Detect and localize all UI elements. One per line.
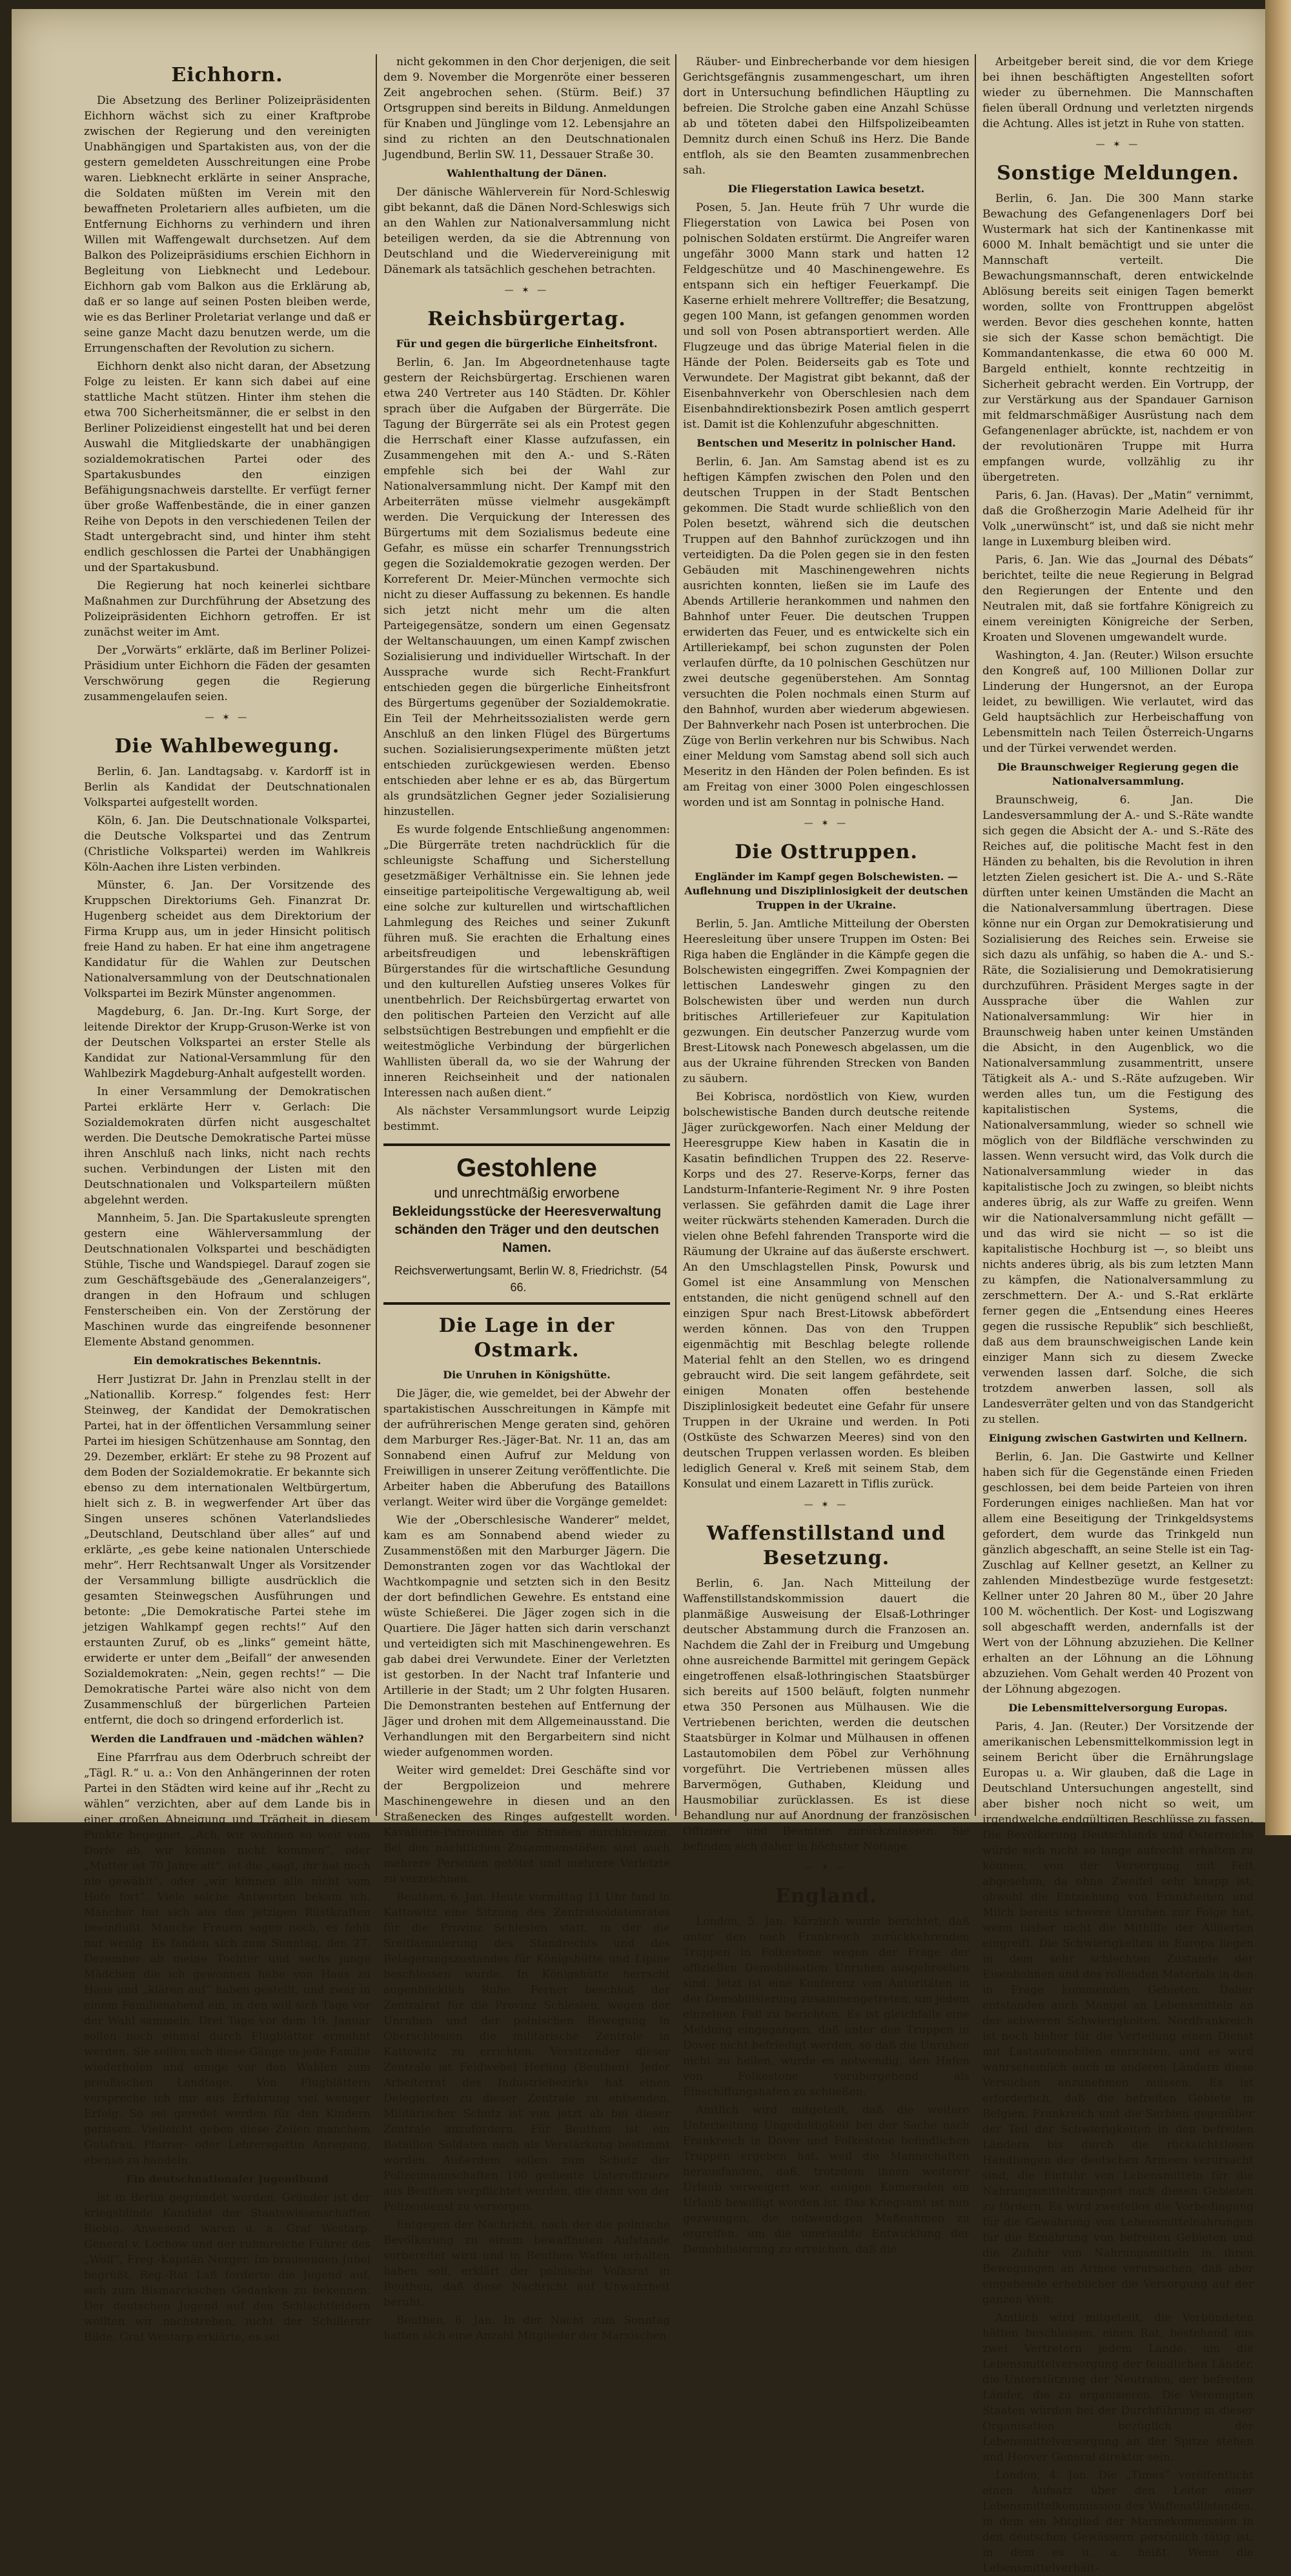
article-paragraph: Washington, 4. Jan. (Reuter.) Wilson ersuchte den Kongreß auf, 100 Millionen Dollar zur Linderung der Hungersnot, an der Europa leidet, zu bewilligen. Wie verlautet, wird das Geld hauptsächlich zur Herbeischaffung von Lebensmitteln nach Teilen Österreich-Ungarns und der Türkei verwendet werden. [982, 649, 1254, 755]
article-paragraph: Entgegen der Nachricht, nach der die polnische Bevölkerung zu einem bewaffneten Aufstande vorbereitet wird und in Beuthen Waffen erhalten haben soll, erklärt der polnische Volksrat in Beuthen, daß diese Nachricht auf Unwahrheit beruht. [383, 2219, 670, 2309]
article-paragraph: Berlin, 5. Jan. Amtliche Mitteilung der Obersten Heeresleitung über unsere Truppen im Osten: Bei Riga haben die Engländer in die Kämpfe gegen die Bolschewisten eingegriffen. Zwei Kompagnien der lettischen Landeswehr gingen zu den Bolschewisten über und werden nun durch britisches Artilleriefeuer zur Kapitulation gezwungen. Ein deutscher Panzerzug wurde vom Brest-Litowsk nach Ponewesch abgelassen, um die aus der Ukraine führenden Strecken von Banden zu säubern. [683, 918, 970, 1085]
separator: — ✶ — [804, 818, 849, 829]
article-paragraph: Es wurde folgende Entschließung angenommen: „Die Bürgerräte treten nachdrücklich für die schleunigste Schaffung und Sicherstellung gesetzmäßiger Verhältnisse ein. Sie lehnen jede einseitige parteipolitische Vergewaltigung ab, weil eine solche zur kulturellen und wirtschaftlichen Lahmlegung des Reiches und seiner Zukunft führen muß. Sie erachten die Erhaltung eines arbeitsfreudigen und lebenskräftigen Bürgerstandes für die wirtschaftliche Gesundung und den kulturellen Aufstieg unseres Volkes für unentbehrlich. Der Reichsbürgertag erwartet von den politischen Parteien den Verzicht auf alle selbstsüchtigen Bestrebungen und empfiehlt er die weitestmögliche Verbindung der bürgerlichen Wahllisten überall da, wo sie der Wahrung der inneren Reichseinheit und der nationalen Interessen nach außen dient.“ [383, 823, 670, 1100]
column-2 [383, 54, 670, 2342]
column-3 [683, 54, 970, 2256]
separator: — ✶ — [1095, 139, 1141, 150]
subheading: Die Unruhen in Königshütte. [443, 1369, 611, 1381]
separator: — ✶ — [504, 285, 549, 296]
article-paragraph: Räuber- und Einbrecherbande vor dem hiesigen Gerichtsgefängnis zusammengeschart, um ihren dort in Untersuchung befindlichen Häuptling zu befreien. Die Strolche gaben eine Anzahl Schüsse ab und töteten dabei den Hilfspolizeibeamten Demnitz durch einen Schuß ins Herz. Die Bande entfloh, als sie den Beamten zusammenbrechen sah. [683, 55, 970, 177]
article-paragraph: nicht gekommen in den Chor derjenigen, die seit dem 9. November die Morgenröte einer besseren Zeit angebrochen sehen. (Stürm. Beif.) 37 Ortsgruppen sind bereits in Bildung. Anmeldungen für Knaben und Jünglinge vom 12. Lebensjahre an sind zu richten an den Deutschnationalen Jugendbund, Berlin SW. 11, Dessauer Straße 30. [383, 55, 670, 161]
article-paragraph: Köln, 6. Jan. Die Deutschnationale Volkspartei, die Deutsche Volkspartei und das Zentrum (Christliche Volkspartei) werden im Wahlkreis Köln-Aachen ihre Listen verbinden. [84, 814, 371, 874]
article-paragraph: Berlin, 6. Jan. Nach Mitteilung der Waffenstillstandskommission dauert die planmäßige Ausweisung der Elsaß-Lothringer deutscher Abstammung durch die Franzosen an. Nachdem die Zahl der in Freiburg und Umgebung ohne ausreichende Barmittel mit geringem Gepäck eingetroffenen elsaß-lothringischen Staatsbürger sich bereits auf 1500 beläuft, folgten nunmehr etwa 350 Personen aus Mülhausen. Wie die Vertriebenen berichten, werden die deutschen Staatsbürger in Kolmar und Mülhausen in offenen Lastautomobilen dem Pöbel zur Verhöhnung vorgeführt. Die Vertriebenen müssen alles Barvermögen, Guthaben, Kleidung und Hausmobiliar zurücklassen. Es ist diese Behandlung nur auf Anordnung der französischen Offiziere und Beamten zurückzulassen. Sie befinden sich daher in höchster Notlage. [683, 1577, 970, 1853]
subheading: Werden die Landfrauen und -mädchen wählen? [90, 1733, 364, 1745]
article-paragraph: Arbeitgeber bereit sind, die vor dem Kriege bei ihnen beschäftigten Angestellten sofort wieder zu übernehmen. Die Mannschaften fielen überall Ordnung und verletzten nirgends die Achtung. Alles ist jetzt in Ruhe von statten. [982, 55, 1254, 130]
article-paragraph: Weiter wird gemeldet: Drei Geschäfte sind vor der Bergpolizeion und mehrere Maschinengewehre in diesen und an den Straßenecken des Ringes aufgestellt worden. Kavallerie-Patrouillen die Straßen durchkreuzen. Bei den nächtlichen Zusammenstößen sind auch mehrere Personen getötet und mehrere Verletzte zu verzeichnen. [383, 1764, 670, 1886]
article-paragraph: Amtlich wird mitgeteilt, die Verbündeten hätten beschlossen, einen Rat, bestehend aus zwei Vertretern jedem Lande, um die Lebensmittelversorgung der feindlichen Länder, die Unterstützung der Neutralen, der befreiten Länder, die zu organisieren. Die Vereinigten Staaten würden bei der Durchführung in dieser Organisation bezüglich der Lebensmittelversorgung an der Spitze stehen und Hoover General direktor sein. [982, 2311, 1254, 2464]
article-paragraph: Berlin, 6. Jan. Im Abgeordnetenhause tagte gestern der Reichsbürgertag. Erschienen waren etwa 240 Vertreter aus 140 Städten. Dr. Köhler sprach über die Aufgaben der Bürgerräte. Die Tagung der Bürgerräte sei als ein Protest gegen die Herrschaft einer Klasse aufzufassen, ein Zusammengehen mit den A.- und S.-Räten empfehle sich bei der Wahl zur Nationalversammlung nicht. Der Kampf mit den Arbeiterräten müsse vielmehr ausgekämpft werden. Die Verquickung der Interessen des Bürgertums mit dem Sozialismus bedeute eine Gefahr, es müsse ein scharfer Trennungsstrich gegen die Sozialdemokratie gezogen werden. Der Korreferent Dr. Meier-München vermochte sich nicht zu dieser Auffassung zu bekennen. Es handle sich jetzt nicht mehr um die alten Parteigegensätze, sondern um einen Gegensatz der Weltanschauungen, um einen Kampf zwischen Sozialisierung und individueller Wirtschaft. In der Aussprache wurde sich Recht-Frankfurt entschieden gegen die bürgerliche Einheitsfront des Bürgertums gegenüber der Sozialdemokratie. Ein Teil der Mehrheitssozialisten werde gern Anschluß an den linken Flügel des Bürgertums suchen. Sozialisierungsexperimente müßten jetzt entschieden zurückgewiesen werden. Ebenso entschieden aber lehne er es ab, das Bürgertum als grundsätzlichen Gegner jeder Sozialisierung hinzustellen. [383, 356, 670, 818]
article-paragraph: Berlin, 6. Jan. Landtagsabg. v. Kardorff ist in Berlin als Kandidat der Deutschnationalen Volkspartei aufgestellt worden. [84, 765, 371, 809]
page-edge [1265, 0, 1291, 1835]
article-paragraph: Braunschweig, 6. Jan. Die Landesversammlung der A.- und S.-Räte wandte sich gegen die Absicht der A.- und S.-Räte des Reiches auf, die politische Macht fest in den Händen zu behalten, bis die Revolution in ihren letzten Zielen gesichert ist. Die A.- und S.-Räte dürften unter keinen Umständen die Macht an die Nationalversammlung übertragen. Diese könne nur ein Organ zur Demokratisierung und Sozialisierung des Reiches sein. Erweise sie sich dazu als unfähig, so haben die A.- und S.-Räte, die Sozialisierung und Demokratisierung durchzuführen. Präsident Merges sagte in der Aussprache über die Wahlen zur Nationalversammlung: Wir hier in Braunschweig haben unter keinen Umständen die Absicht, in den Augenblick, wo die Nationalversammlung zusammentritt, unsere Tätigkeit als A.- und S.-Räte aufzugeben. Wir werden alles tun, um die Festigung des kapitalistischen Systems, die Nationalversammlung, wieder so schnell wie möglich von der Bildfläche verschwinden zu lassen. Wenn versucht wird, das Volk durch die Nationalversammlung wieder in das kapitalistische Joch zu zwingen, so bleibt nichts anderes übrig, als zur Waffe zu greifen. Wenn wir die Nationalversammlung nicht gefällt — und das wird sie nicht — so ist die kapitalistische Hochburg ist —, so bleibt uns nichts anderes übrig, als bis zum letzten Mann zu kämpfen, die Nationalversammlung zu zerschmettern. Der A.- und S.-Rat erklärte ferner gegen die „Entsendung eines Heeres gegen die russische Republik“ sich beschließt, daß aus dem braunschweigischen Lande kein einziger Mann sich zu diesem Zwecke verwenden lassen darf. Solche, die sich trotzdem anwerben lassen, soll als Landesverräter gelten und von das Standgericht zu stellen. [982, 794, 1254, 1426]
article-paragraph: In einer Versammlung der Demokratischen Partei erklärte Herr v. Gerlach: Die Sozialdemokraten dürfen nicht ausgeschaltet werden. Die Deutsche Demokratische Partei müsse ihren Anschluß nach links, nicht nach rechts suchen. Verbindungen der Listen mit den Deutschnationalen und Volksparteilern müßten abgelehnt werden. [84, 1085, 371, 1207]
article-paragraph: London, 5. Jan. Kürzlich wurde berichtet, daß unter den nach Frankreich zurückkehrenden Truppen in Folkestone wegen der Frage der offiziellen Demobilisation Unruhen ausgebrochen sind. Jetzt ist eine Konferenz von Autoritäten in der Demobilisierung zusammengetreten, um jedem einzelnen Fall zu berichten. Es ist gleichfalls eine Meldung eingegangen, daß unter den Truppen in Dover nicht befriedigt werden, so daß die Unruhen nicht zu heilen, wurde es notwendig, den Hafen von Folkestone vorübergehend als Einschiffungshafen zu schließen. [683, 1915, 970, 2098]
article-paragraph: Berlin, 6. Jan. Die 300 Mann starke Bewachung des Gefangenenlagers Dorf bei Wustermark hat sich der Kantinenkasse mit 6000 M. Inhalt bemächtigt und sie unter die Mannschaft verteilt. Die Bewachungsmannschaft, deren entwickelnde Ablösung bereits seit einigen Tagen bemerkt worden, sollte von Fronttruppen abgelöst werden. Bevor dies geschehen konnte, hatten sie sich der Kasse schon bemächtigt. Die Kommandantenkasse, die etwa 60 000 M. Bargeld enthielt, konnte rechtzeitig in Sicherheit gebracht werden. Ein Vortrupp, der zur Verstärkung aus der Spandauer Garnison mit feldmarschmäßiger Ausrüstung nach dem Gefangenenlager abrückte, ist, nachdem er von der revolutionären Truppe mit Hurra empfangen wurde, vollzählig zu ihr übergetreten. [982, 192, 1254, 484]
article-paragraph: Mannheim, 5. Jan. Die Spartakusleute sprengten gestern eine Wählerversammlung der Deutschnationalen Volkspartei und beschädigten Stühle, Tische und Wandspiegel. Darauf zogen sie zum Geschäftsgebäude des „Generalanzeigers“, drangen in den Hofraum und schlugen Fensterscheiben ein. Von der Zerstörung der Maschinen wurde das eingreifende besonnener Elemente Abstand genommen. [84, 1212, 371, 1349]
headline-wahlbewegung: Die Wahlbewegung. [114, 735, 340, 758]
subheading: Bentschen und Meseritz in polnischer Hand. [696, 437, 956, 449]
newspaper-page [12, 9, 1272, 2575]
article-paragraph: Berlin, 6. Jan. Die Gastwirte und Kellner haben sich für die Gegenstände einen Frieden geschlossen, bei dem beide Parteien von ihren Forderungen einiges nachließen. Man hat vor allem eine Beseitigung der Trinkgeldsystems gefordert, dem wurde das Trinkgeld nun gänzlich abgeschafft, an seine Stelle ist ein Tag-Zuschlag auf Kellner gesetzt, an Kellner zu zahlenden Mindestbezüge wurde festgesetzt: Kellner unter 20 Jahren 80 M., über 20 Jahre 100 M. wöchentlich. Der Kost- und Logiszwang soll abgeschafft werden, andernfalls ist der Wert von der Löhnung abzuziehen. Die Kellner erhalten an der Löhnung an die Löhnung abzuziehen. Vom Gehalt werden 40 Prozent von der Löhnung abgezogen. [982, 1451, 1254, 1696]
article-paragraph: Posen, 5. Jan. Heute früh 7 Uhr wurde die Fliegerstation von Lawica bei Posen von polnischen Soldaten erstürmt. Die Angreifer waren ungefähr 3000 Mann stark und hatten 12 Feldgeschütze und 40 Maschinengewehre. Es entspann sich ein heftiger Feuerkampf. Die Kaserne erhielt mehrere Volltreffer; die Besatzung, gegen 100 Mann, ist gefangen genommen worden und soll von Posen abtransportiert werden. Alle Flugzeuge und das übrige Material fielen in die Hände der Polen. Beiderseits gab es Tote und Verwundete. Der Magistrat gibt bekannt, daß der Eisenbahnverkehr von Oberschlesien nach dem Eisenbahndirektionsbezirk Posen amtlich gesperrt ist. Damit ist die Kohlenzufuhr abgeschnitten. [683, 201, 970, 431]
ad-address: Reichsverwertungsamt, Berlin W. 8, Friedrichstr. 66. [394, 1264, 643, 1294]
article-paragraph: Der dänische Wählerverein für Nord-Schleswig gibt bekannt, daß die Dänen Nord-Schleswigs sich an den Wahlen zur Nationalversammlung nicht beteiligen werden, da sie die Abtrennung von Deutschland und die Wiedervereinigung mit Dänemark als tatsächlich geschehen betrachten. [383, 186, 670, 276]
article-paragraph: Der „Vorwärts“ erklärte, daß im Berliner Polizei-Präsidium unter Eichhorn die Fäden der gesamten Verschwörung gegen die Regierung zusammengelaufen seien. [84, 644, 371, 703]
article-paragraph: Beuthen, 6. Jan. In der Nacht zum Sonntag hatten sich eine Anzahl Mitglieder der Marxischen [383, 2314, 670, 2342]
article-paragraph: London, 4. Jan. Die „Times“ veröffentlicht einen Aufsatz über den Leiter einer Lebensmittelkommission des Waffenstillstandes, in dem ein Mitglied der Marinekommission in den deutschen Gewässern persönlich tätig ist, in dem es u. a. heißt: Wenn die Lebensmittelverhält- [982, 2469, 1254, 2575]
subheading: Die Lebensmittelversorgung Europas. [1008, 1702, 1228, 1714]
subheading: Engländer im Kampf gegen Bolschewisten. — Auflehnung und Disziplinlosigkeit der deutschen Truppen in der Ukraine. [684, 870, 968, 911]
article-paragraph: Wie der „Oberschlesische Wanderer“ meldet, kam es am Sonnabend abend wieder zu Zusammenstößen mit den Marburger Jägern. Die Demonstranten zogen vor das Wachtlokal der Wachtkompagnie und setzten sich in den Besitz der dort befindlichen Gewehre. Es entstand eine wüste Schießerei. Die Jäger zogen sich in die Quartiere. Die Jäger hatten sich darin verschanzt und verteidigten sich mit Maschinengewehren. Es gab dabei drei Verwundete. Einer der Verletzten ist gestorben. In der Nacht traf Infanterie und Artillerie in der Stadt; um 2 Uhr folgten Husaren. Die Demonstranten bestehen auf Entfernung der Jäger und drohen mit dem Allgemeinausstand. Die Verhandlungen mit den Bergarbeitern sind nicht wieder aufgenommen worden. [383, 1514, 670, 1759]
article-paragraph: Paris, 6. Jan. Wie das „Journal des Débats“ berichtet, teilte die neue Regierung in Belgrad den Regierungen der Entente und den Neutralen mit, daß sie fortfahre Königreich zu einem vereinigten Königreiche der Serben, Kroaten und Slovenen umgewandelt wurde. [982, 554, 1254, 644]
column-rule [376, 54, 377, 1816]
separator: — ✶ — [804, 1862, 849, 1873]
article-paragraph: Amtlich wird mitgeteilt, daß die weitere Unterbeitung Ungeduldigkeit bei der Sache nach Frankreich in Dover und Folkestone befindlichen Truppen ergeben hat, weil die Mannschaften herausfanden, daß, trotzdem ihnen weiterer Urlaub verweigert war, einigen Kameraden ein Urlaub bewilligt worden ist. Das Kriegsamt ist nun gezwungen, die notwendigen Maßnahmen zu ergreifen, um die unerlaubte Entwicklung der Demobilisierung zu erreichen, daß die [683, 2104, 970, 2256]
subheading: Für und gegen die bürgerliche Einheitsfront. [396, 337, 658, 350]
subheading: Die Fliegerstation Lawica besetzt. [727, 183, 925, 195]
headline-reichsbuergertag: Reichsbürgertag. [427, 308, 626, 330]
subheading: Ein deutschnationaler Jugendbund [126, 2173, 329, 2185]
ad-address-row [386, 1262, 667, 1296]
subheading: Einigung zwischen Gastwirten und Kellnern. [988, 1432, 1248, 1444]
ad-text: Bekleidungsstücke der Heeresverwaltung schänden den Träger und den deutschen Namen. [392, 1204, 662, 1255]
column-1 [84, 54, 371, 2344]
separator: — ✶ — [804, 1500, 849, 1510]
ad-headline: Gestohlene [456, 1154, 597, 1182]
article-paragraph: Die Absetzung des Berliner Polizeipräsidenten Eichhorn wächst sich zu einer Kraftprobe zwischen der Regierung und den vereinigten Unabhängigen und Spartakisten aus, von der die gestern gemeldeten Ausschreitungen eine Probe waren. Liebknecht erklärte in seiner Ansprache, die Soldaten müßten im Verein mit den bewaffneten Proletariern alles aufbieten, um die Entfernung Eichhorns zu verhindern und ihren Willen mit Waffengewalt durchsetzen. Auf dem Balkon des Polizeipräsidiums erschien Eichhorn in Begleitung von Liebknecht und Ledebour. Eichhorn gab vom Balkon aus die Erklärung ab, daß er so lange auf seinen Posten bleiben werde, wie es das Berliner Proletariat verlange und daß er seine ganze Macht dazu benutzen werde, um die Errungenschaften der Revolution zu sichern. [84, 94, 371, 355]
column-4 [982, 54, 1254, 2575]
article-paragraph: Als nächster Versammlungsort wurde Leipzig bestimmt. [383, 1105, 670, 1133]
headline-sonstige-meldungen: Sonstige Meldungen. [997, 162, 1239, 185]
article-paragraph: Magdeburg, 6. Jan. Dr.-Ing. Kurt Sorge, der leitende Direktor der Krupp-Gruson-Werke ist von der Deutschen Volkspartei an erster Stelle als Kandidat zur National-Versammlung für den Wahlbezirk Magdeburg-Anhalt aufgestellt worden. [84, 1005, 371, 1080]
article-paragraph: Eichhorn denkt also nicht daran, der Absetzung Folge zu leisten. Er kann sich dabei auf eine stattliche Macht stützen. Hinter ihm stehen die etwa 700 Sicherheitsmänner, die er selbst in den Berliner Polizeidienst eingestellt hat und bei deren Auswahl die Mitgliedskarte der unabhängigen sozialdemokratischen Partei oder des Spartakusbundes den einzigen Befähigungsnachweis darstellte. Er verfügt ferner über große Waffenbestände, die in einer ganzen Reihe von Depots in den verschiedenen Teilen der Stadt untergebracht sind, und hinter ihm steht endlich geschlossen die Partei der Unabhängigen und der Spartakusbund. [84, 360, 371, 574]
headline-ostmark: Die Lage in der Ostmark. [438, 1314, 615, 1362]
headline-england: England. [775, 1885, 877, 1907]
subheading: Wahlenthaltung der Dänen. [447, 167, 607, 179]
article-paragraph: Bei Kobrisca, nordöstlich von Kiew, wurden bolschewistische Banden durch deutsche reitende Jäger zurückgeworfen. Nach einer Meldung der Heeresgruppe Kiew haben in Kasatin die in Kasatin befindlichen Truppen des 22. Reserve-Korps und des 27. Reserve-Korps, ferner das Landsturm-Infanterie-Regiment Nr. 9 ihre Posten verlassen. Sie gefährden damit die Lage ihrer weiter rückwärts stehenden Kameraden. Durch die vielen ohne Befehl fahrenden Transporte wird die Räumung der Ukraine auf das äußerste erschwert. An den Umschlagstellen Pinsk, Powursk und Gomel ist eine Ansammlung von Menschen entstanden, die nicht genügend schnell auf den einzigen Spur nach Brest-Litowsk abbefördert werden können. Das von den Truppen eigenmächtig mit Beschlag belegte rollende Material fehlt an den Stellen, wo es dringend gebraucht wird. Die seit langem gefährdete, seit einigen Monaten offen bestehende Disziplinlosigkeit bedeutet eine Gefahr für unsere Truppen in der Ukraine und werden. In Poti (Ostküste des Schwarzen Meeres) sind von den deutschen Truppen verlassen worden. Es bleiben lediglich General v. Kreß mit seinem Stab, dem Konsulat und einem Lazarett in Tiflis zurück. [683, 1091, 970, 1491]
column-rule [975, 54, 976, 1816]
ad-code: (54 [650, 1264, 667, 1277]
headline-eichhorn: Eichhorn. [171, 64, 283, 86]
advertisement-box [383, 1143, 670, 1305]
article-paragraph: ist in Berlin gegründet worden. Gründer ist der kriegsblinde Kandidat der Staatswissenschaften Biebig. Anwesend waren u. a. Graf Westarp, General v. Lochow und der ruhmreiche Führer des „Wolf“, Freg.-Kapitän Nerger. Im brausenden Jubel begrüßt, Reg.-Rat Laß forderte die Jugend auf, sich zum Bismarckschen Gedanken zu bekennen. Der deutschen Jugend auf den Schlachtfeldern wollten wir nachstreben, nicht der Schillerstr Bilde. Graf Westarp erklärte, es sei [84, 2191, 371, 2344]
column-rule [675, 54, 676, 1816]
separator: — ✶ — [205, 712, 250, 723]
article-paragraph: Beuthen, 6. Jan. Heute vormittag 11 Uhr fand in Kattowitz eine Sitzung des Zentralsoldatenrates für die Provinz Schlesien statt, in der die Sreitlammierung des Standrechts und des Belagerungszustandes für Königshütte und Lipine beschlossen wurde. In Königshütte herrscht augenblicklich Ruhe. Ferner beschloß der Zentralrat für die Provinz Schlesien, wegen der Unruhen und der polnischen Bewegung in Oberschlesien die militärische Zentrale in Kattowitz zu errichten. Vorsitzender dieser Zentrale ist Feldwebel Herling (Beuthen). Jeder Arbeiterrat des Industriebezirks hat einen Delegierten zu dieser Zentrale zu entsenden. Militärischer Schutz ist von jetzt ab bei dieser Zentrale anzufordern. Für Beuthen ist ein Bataillon Soldaten nach als Verstärkung bestimmt worden. Außerdem sollen zum Schutz der Polizeimannschaften 100 gediente Unteroffiziere aus Beuthen verpflichtet werden, die dann von der Polizeidienst zu versorgen. [383, 1891, 670, 2213]
subheading: Ein demokratisches Bekenntnis. [133, 1354, 321, 1367]
article-paragraph: Paris, 6. Jan. (Havas). Der „Matin“ vernimmt, daß die Großherzogin Marie Adelheid für ihr Volk „unerwünscht“ ist, und daß sie nicht mehr lange in Luxemburg bleiben wird. [982, 489, 1254, 548]
subheading: Die Braunschweiger Regierung gegen die Nationalversammlung. [997, 761, 1239, 787]
article-paragraph: Berlin, 6. Jan. Am Samstag abend ist es zu heftigen Kämpfen zwischen den Polen und den deutschen Truppen in der Stadt Bentschen gekommen. Die Stadt wurde schließlich von den Polen besetzt, während sich die deutschen Truppen auf den Bahnhof zurückzogen und ihn verteidigten. Da die Polen gegen sie in den festen Gebäuden mit Maschinengewehren nichts ausrichten konnten, ließen sie im Laufe des Abends Artillerie herankommen und nahmen den Bahnhof unter Feuer. Die deutschen Truppen erwiderten das Feuer, und es entwickelte sich ein Artilleriekampf, bei schon zugunsten der Polen verlaufen dürfte, da 10 polnischen Geschützen nur zwei deutsche gegenüberstehen. Am Sonntag versuchten die Polen nochmals einen Sturm auf den Bahnhof, wurden aber wiederum abgewiesen. Der Bahnverkehr nach Posen ist unterbrochen. Die Züge von Berlin verkehren nur bis Schwibus. Nach einer Meldung vom Samstag abend soll sich auch Meseritz in den Händen der Polen befinden. Es ist am Freitag von einer 3000 Polen eingeschlossen worden und ist am Sonntag in polnische Hand. [683, 456, 970, 809]
ad-subline: und unrechtmäßig erworbene [434, 1185, 620, 1201]
article-paragraph: Paris, 4. Jan. (Reuter.) Der Vorsitzende der amerikanischen Lebensmittelkommission legt in seinem Bericht über die Ernährungslage Europas u. a. Wir glauben, daß die Lage in Deutschland Untersuchungen angestellt, sind aber bisher noch nicht so weit, um irgendwelche endgültigen Beschlüsse zu fassen. Die Bevölkerung Deutschlands und Österreichs würde sich nicht so lange aufrecht erhalten zu können, von der Versorgung mit Fett abgesehen, da ohne Zweifel sehr knapp ist, obwohl die Entziehung von Frankheiten und Milch bereits schwere Unruhen zur Folge hat, wenn bisher nicht die Mithilfe der Alliierten eingreift. Die Schwierigkeiten in Europa liegen in dem sehr schlechten Zustande der Eisenbahnen und des rollenden Materials in den in Frage kommenden Gebieten. Daher entstanden auch Mangel an Lebensmitteln an der schweren Schwierigkeiten. Nordfrankreich ist noch bisher für die Verteilung einen Dienst mit Lastautomobilen einrichten, und es wird wahrscheinlich auch in anderen Ländern diese Versuchen anzunehmen müssen. Es ist erforderlich, daß die befreiten Gebiete in Belgien, Frankreich und die Serbien gegenüber der Teil der Schwierigkeiten in den befreiten Ländern bis durch die rücksichtslosen Handlungen der deutschen Armeen verursacht sind, die Einfuhr von Lebensmitteln für die Nahrungsmitteltransport nach diesen Gebieten zu fördern. Es wird zweifellos die Vorbedingung für die Gewährung von Lebensmittelnahrungen für die Ernährung von befreiten Gebieten und die Zufuhr von Nahrungsmitteln in ihren Bewegungen an Armee verursachen, daß aber eingehende erheblicher die Versorgung auf der ganzen Welt. [982, 1720, 1254, 2306]
headline-waffenstillstand: Waffenstillstand und Besetzung. [706, 1522, 946, 1569]
headline-osttruppen: Die Osttruppen. [735, 841, 918, 863]
article-paragraph: Eine Pfarrfrau aus dem Oderbruch schreibt der „Tägl. R.“ u. a.: Von den Anhängerinnen der roten Partei in den Städten wird keine auf ihr „Recht zu wählen“ verzichten, aber auf dem Lande bis in einer großen Abneigung und Trägheit in diesem Punkte begegnet. „Ach, wir wohnen so weit vom Dorfe ab, wir können nicht kommen“, oder „Mutter ist 70 Jahre alt“, ist die „sagt, ihr hat noch nie gewählt“, oder „wir können alle nicht vom Hofe fort“. Viele solche Antworten bekam ich. Mancher hat sich aus den jetzigen Rüstkraften beeinflußt. Manche Frauen sagen noch, es fehlt nur wenig. Es fanden sich zum Sonntag, den 27. Dezember ab meine Tochter und sechs junge Mädchen die ich gewonnen habe von Haus zu Haus und „klären auf“ haben gestellt, und zwar in einem Familienabend ein, in den will sich Tage vor der Wahl sammeln. Drei Tage vor dem 19. Januar sollen noch einmal durch Flugblätter ermahnt werden. Sie sollen sich diese Gänge in jede Familie wiederholen und einige vor den Wahlen zum preußischen Landtage. Von Flugblättern verspreche ich mir aus Erfahrung viel weniger Erfolg. So sei geredet werden für den Kindern gerissen. Vielleicht geben diese Zeilen manchem Gutsfrau, Pfarrer- oder Lehrersgattin Anregung, ebenso zu handeln. [84, 1751, 371, 2167]
article-paragraph: Die Regierung hat noch keinerlei sichtbare Maßnahmen zur Durchführung der Absetzung des Polizeipräsidenten Eichhorn getroffen. Er ist zunächst weiter im Amt. [84, 579, 371, 639]
article-paragraph: Herr Justizrat Dr. Jahn in Prenzlau stellt in der „Nationallib. Korresp.“ folgendes fest: Herr Steinweg, der Kandidat der Demokratischen Partei, hat in der öffentlichen Versammlung seiner Partei im hiesigen Schützenhause am Sonntag, den 29. Dezember, erklärt: Er stehe zu 98 Prozent auf dem Boden der Sozialdemokratie. Er bekannte sich ebenso zu dem internationalen Weltbürgertum, hielt sich z. B. in wegwerfender Art über das Singen unseres schönen Vaterlandsliedes „Deutschland, Deutschland über alles“ auf und erklärte, „es gebe keine nationalen Unterschiede mehr“. Herr Rechtsanwalt Unger als Vorsitzender der Versammlung billigte ausdrücklich die gesamten Steinwegschen Ausführungen und betonte: „Die Demokratische Partei stehe im jetzigen Wahlkampf gegen rechts!“ Auf den erstaunten Zuruf, ob es „links“ gemeint hätte, erwiderte er unter dem „Beifall“ der anwesenden Sozialdemokraten: „Nein, gegen rechts!“ — Die Demokratische Partei wäre also nicht von dem Zusammenschluß der bürgerlichen Parteien entfernt, die doch so dringend erforderlich ist. [84, 1373, 371, 1727]
article-paragraph: Die Jäger, die, wie gemeldet, bei der Abwehr der spartakistischen Ausschreitungen in Kämpfe mit der aufrührerischen Menge geraten sind, gehören dem Marburger Res.-Jäger-Bat. Nr. 11 an, das am Sonnabend einen Aufruf zur Meldung von Freiwilligen in unserer Zeitung veröffentlichte. Die Arbeiter haben die Abberufung des Bataillons verlangt. Weiter wird über die Vorgänge gemeldet: [383, 1387, 670, 1509]
article-paragraph: Münster, 6. Jan. Der Vorsitzende des Kruppschen Direktoriums Geh. Finanzrat Dr. Hugenberg scheidet aus dem Direktorium der Firma Krupp aus, um in jeder Hinsicht politisch freie Hand zu haben. Er hat eine ihm angetragene Kandidatur für die Wahlen zur Deutschen Nationalversammlung von der Deutschnationalen Volkspartei im Bezirk Münster angenommen. [84, 879, 371, 1000]
